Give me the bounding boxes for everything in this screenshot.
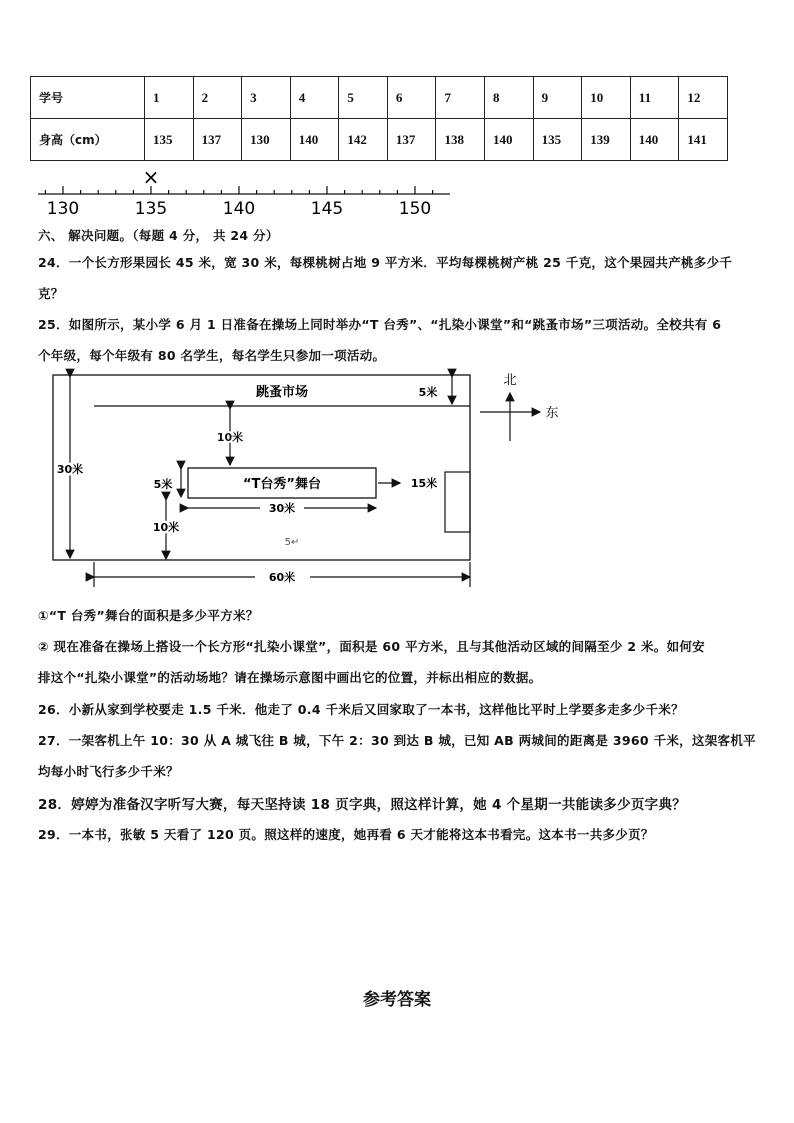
dim-10m-bottom: 10米 (152, 521, 180, 534)
question-25-sub1: ①“T 台秀”舞台的面积是多少平方米？ (38, 608, 259, 623)
table-row (31, 119, 728, 161)
tick-label: 135 (134, 199, 168, 219)
dim-15m: 15米 (410, 477, 438, 490)
table-cell: 8 (485, 77, 534, 119)
table-cell: 130 (242, 119, 291, 161)
dim-30m-side: 30米 (56, 463, 84, 476)
question-27-line2: 均每小时飞行多少千米？ (38, 764, 179, 779)
playground-diagram (0, 365, 794, 595)
table-cell: 140 (485, 119, 534, 161)
dim-30m-stage: 30米 (268, 502, 296, 515)
number-line (0, 160, 794, 220)
question-25-sub2-line1: ② 现在准备在操场上搭设一个长方形“扎染小课堂”，面积是 60 平方米，且与其他活动区域的间隔至少 2 米。如何安 (38, 639, 705, 654)
tick-label: 130 (46, 199, 80, 219)
number-line-ticks (45, 186, 432, 194)
table-cell: 137 (193, 119, 242, 161)
tick-label: 145 (310, 199, 344, 219)
table-cell: 10 (582, 77, 631, 119)
table-cell: 140 (630, 119, 679, 161)
table-cell: 137 (387, 119, 436, 161)
question-25-line1: 25．如图所示，某小学 6 月 1 日准备在操场上同时举办“T 台秀”、“扎染小课堂”和“跳蚤市场”三项活动。全校共有 6 (38, 317, 722, 332)
question-25-sub2-line2: 排这个“扎染小课堂”的活动场地？请在操场示意图中画出它的位置，并标出相应的数据。 (38, 670, 542, 685)
table-cell: 1 (145, 77, 194, 119)
table-cell: 139 (582, 119, 631, 161)
table-cell: 6 (387, 77, 436, 119)
table-row-label: 身高（cm） (31, 119, 145, 161)
table-row (31, 77, 728, 119)
height-table (30, 76, 728, 161)
small-area (445, 472, 470, 532)
table-cell: 138 (436, 119, 485, 161)
market-label: 跳蚤市场 (255, 385, 309, 400)
table-cell: 141 (679, 119, 728, 161)
table-cell: 3 (242, 77, 291, 119)
table-cell: 12 (679, 77, 728, 119)
question-24-line2: 克？ (38, 286, 64, 301)
question-29: 29．一本书，张敏 5 天看了 120 页。照这样的速度，她再看 6 天才能将这本书看完。这本书一共多少页？ (38, 827, 654, 842)
question-24-line1: 24．一个长方形果园长 45 米，宽 30 米，每棵桃树占地 9 平方米．平均每棵桃树产桃 25 千克，这个果园共产桃多少千 (38, 255, 733, 270)
cross-marker: × (142, 165, 160, 189)
table-cell: 4 (290, 77, 339, 119)
table-cell: 9 (533, 77, 582, 119)
dim-10m-top: 10米 (216, 431, 244, 444)
dim-5m-top: 5米 (418, 386, 438, 399)
dim-5m-left: 5米 (153, 478, 173, 491)
section-heading: 六、 解决问题。（每题 4 分， 共 24 分） (38, 228, 279, 243)
answer-title: 参考答案 (363, 990, 431, 1010)
dim-60m: 60米 (268, 571, 296, 584)
table-cell: 11 (630, 77, 679, 119)
table-cell: 5 (339, 77, 388, 119)
stage-label: “T台秀”舞台 (243, 477, 321, 492)
dim-mark: 5↵ (284, 537, 300, 548)
tick-label: 140 (222, 199, 256, 219)
question-26: 26．小新从家到学校要走 1.5 千米．他走了 0.4 千米后又回家取了一本书，这样他比平时上学要多走多少千米？ (38, 702, 684, 717)
compass-east-label: 东 (545, 406, 559, 421)
table-cell: 2 (193, 77, 242, 119)
table-row-label: 学号 (31, 77, 145, 119)
tick-label: 150 (398, 199, 432, 219)
question-28: 28．婷婷为准备汉字听写大赛，每天坚持读 18 页字典，照这样计算，她 4 个星期一共能读多少页字典？ (38, 797, 687, 813)
table-cell: 140 (290, 119, 339, 161)
table-cell: 142 (339, 119, 388, 161)
question-27-line1: 27．一架客机上午 10：30 从 A 城飞往 B 城，下午 2：30 到达 B 城，已知 AB 两城间的距离是 3960 千米，这架客机平 (38, 733, 756, 748)
table-cell: 7 (436, 77, 485, 119)
compass-north-label: 北 (503, 373, 517, 388)
table-cell: 135 (145, 119, 194, 161)
question-25-line2: 个年级，每个年级有 80 名学生，每名学生只参加一项活动。 (38, 348, 386, 363)
table-cell: 135 (533, 119, 582, 161)
